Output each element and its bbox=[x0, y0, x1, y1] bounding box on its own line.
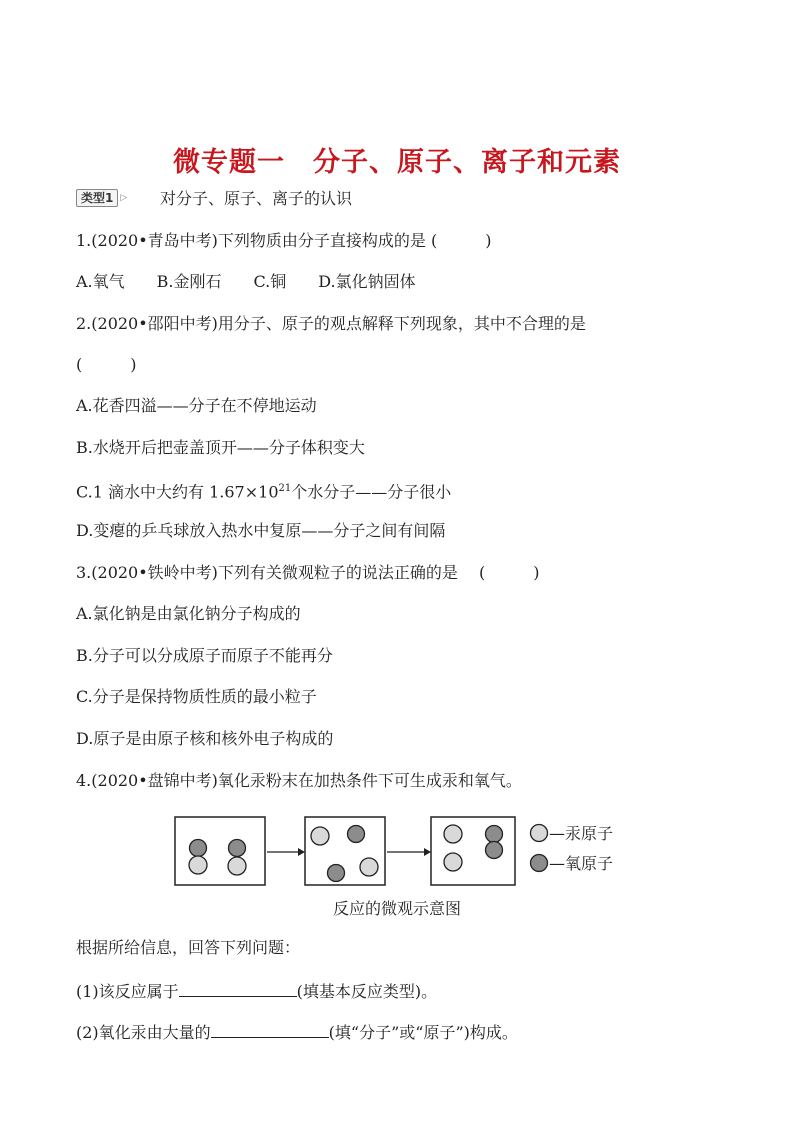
q4-part-1-text: (1)该反应属于 bbox=[76, 982, 179, 1001]
oxygen-atom bbox=[348, 826, 365, 843]
mercury-atom bbox=[444, 853, 462, 871]
section-badge bbox=[76, 189, 127, 207]
q4-part-2 bbox=[76, 1021, 518, 1043]
reactant-box bbox=[175, 817, 265, 885]
legend-oxygen-label: —氧原子 bbox=[549, 854, 614, 873]
mercury-atom bbox=[228, 857, 246, 875]
q3-stem: 3.(2020•铁岭中考)下列有关微观粒子的说法正确的是 ( ) bbox=[76, 563, 540, 582]
q4-part-2-text: (2)氧化汞由大量的 bbox=[76, 1023, 211, 1042]
q4-stem: 4.(2020•盘锦中考)氧化汞粉末在加热条件下可生成汞和氧气。 bbox=[76, 771, 522, 790]
arrow-right-icon: ▷ bbox=[120, 193, 128, 203]
mercury-atom bbox=[360, 858, 378, 876]
q4-part-1-hint: (填基本反应类型)。 bbox=[296, 982, 438, 1001]
q4-prompt: 根据所给信息，回答下列问题： bbox=[76, 938, 301, 957]
q2-answer-paren: ( ) bbox=[76, 355, 137, 374]
q3-option-a: A.氯化钠是由氯化钠分子构成的 bbox=[76, 604, 301, 623]
q4-part-1-blank[interactable] bbox=[179, 980, 297, 997]
q1-options: A.氧气 B.金刚石 C.铜 D.氯化钠固体 bbox=[76, 272, 416, 291]
section-heading: 对分子、原子、离子的认识 bbox=[160, 189, 353, 208]
legend-oxygen-icon bbox=[531, 855, 548, 872]
oxygen-atom bbox=[328, 865, 345, 882]
oxygen-atom bbox=[486, 842, 503, 859]
legend-mercury-label: —汞原子 bbox=[549, 824, 614, 843]
arrow-right-icon bbox=[424, 848, 431, 856]
q3-option-b: B.分子可以分成原子而原子不能再分 bbox=[76, 646, 333, 665]
diagram-caption: 反应的微观示意图 bbox=[332, 899, 461, 918]
mercury-atom bbox=[444, 825, 462, 843]
mercury-atom bbox=[311, 827, 329, 845]
oxygen-atom bbox=[486, 826, 503, 843]
q3-option-c: C.分子是保持物质性质的最小粒子 bbox=[76, 687, 317, 706]
reaction-diagram bbox=[170, 812, 640, 892]
q1-stem: 1.(2020•青岛中考)下列物质由分子直接构成的是 ( ) bbox=[76, 231, 492, 250]
section-badge-label: 类型1 bbox=[76, 189, 118, 207]
arrow-right-icon bbox=[298, 848, 305, 856]
mercury-atom bbox=[189, 856, 207, 874]
q2-option-c bbox=[76, 479, 451, 502]
q3-option-d: D.原子是由原子核和核外电子构成的 bbox=[76, 729, 334, 748]
q2-option-c-rest: 个水分子——分子很小 bbox=[291, 482, 452, 502]
q2-option-d: D.变瘪的乒乓球放入热水中复原——分子之间有间隔 bbox=[76, 521, 446, 540]
q2-option-a: A.花香四溢——分子在不停地运动 bbox=[76, 396, 317, 415]
q4-part-2-blank[interactable] bbox=[211, 1021, 329, 1038]
oxygen-atom bbox=[229, 840, 246, 857]
q2-option-c-text: C.1 滴水中大约有 1.67×10 bbox=[76, 482, 279, 502]
q2-stem: 2.(2020•邵阳中考)用分子、原子的观点解释下列现象，其中不合理的是 bbox=[76, 314, 586, 333]
oxygen-atom bbox=[190, 840, 207, 857]
q2-option-c-exponent: 21 bbox=[278, 483, 292, 494]
q4-part-2-hint: (填“分子”或“原子”)构成。 bbox=[328, 1023, 518, 1042]
legend-mercury-icon bbox=[531, 825, 548, 842]
q2-option-b: B.水烧开后把壶盖顶开——分子体积变大 bbox=[76, 438, 365, 457]
q4-part-1 bbox=[76, 980, 437, 1002]
page-title: 微专题一 分子、原子、离子和元素 bbox=[173, 147, 621, 178]
